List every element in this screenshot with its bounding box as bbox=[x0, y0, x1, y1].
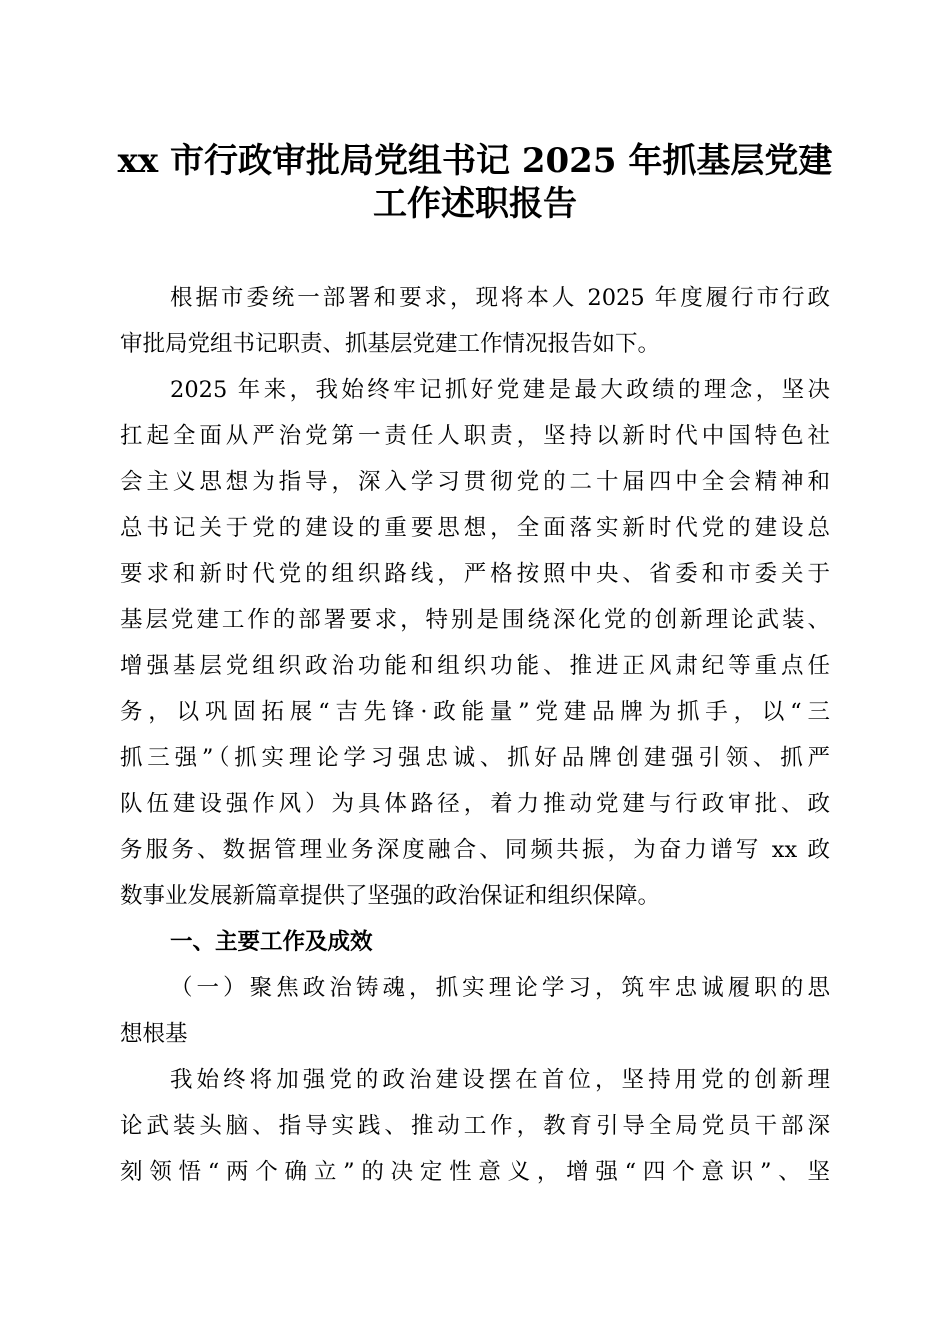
document-body bbox=[120, 275, 830, 1195]
paragraph-line: 刻领悟“两个确立”的决定性意义，增强“四个意识”、坚 bbox=[120, 1159, 830, 1185]
paragraph-line: 要求和新时代党的组织路线，严格按照中央、省委和市委关于 bbox=[120, 561, 830, 587]
paragraph-line: 务，以巩固拓展“吉先锋·政能量”党建品牌为抓手，以“三 bbox=[120, 699, 830, 725]
subsection-heading-1 bbox=[120, 965, 830, 1057]
paragraph-overview bbox=[120, 367, 830, 919]
paragraph-line: 2025 年来，我始终牢记抓好党建是最大政绩的理念，坚决 bbox=[170, 377, 830, 403]
paragraph-line: 会主义思想为指导，深入学习贯彻党的二十届四中全会精神和 bbox=[120, 469, 830, 495]
paragraph-line: 基层党建工作的部署要求，特别是围绕深化党的创新理论武装、 bbox=[120, 607, 830, 633]
paragraph-intro bbox=[120, 275, 830, 367]
paragraph-line: 数事业发展新篇章提供了坚强的政治保证和组织保障。 bbox=[120, 883, 661, 909]
paragraph-line: 增强基层党组织政治功能和组织功能、推进正风肃纪等重点任 bbox=[120, 653, 830, 679]
heading-line: 一、主要工作及成效 bbox=[170, 929, 373, 955]
paragraph-line: 务服务、数据管理业务深度融合、同频共振，为奋力谱写 xx 政 bbox=[120, 837, 830, 863]
paragraph-line: 总书记关于党的建设的重要思想，全面落实新时代党的建设总 bbox=[120, 515, 830, 541]
paragraph-political-building bbox=[120, 1057, 830, 1195]
paragraph-line: 扛起全面从严治党第一责任人职责，坚持以新时代中国特色社 bbox=[120, 423, 830, 449]
paragraph-line: 我始终将加强党的政治建设摆在首位，坚持用党的创新理 bbox=[170, 1067, 830, 1093]
heading-line: （一）聚焦政治铸魂，抓实理论学习，筑牢忠诚履职的思 bbox=[170, 975, 830, 1001]
document-title bbox=[100, 140, 850, 226]
paragraph-line: 队伍建设强作风）为具体路径，着力推动党建与行政审批、政 bbox=[120, 791, 830, 817]
paragraph-line: 根据市委统一部署和要求，现将本人 2025 年度履行市行政 bbox=[170, 285, 830, 311]
heading-line: 想根基 bbox=[120, 1021, 188, 1047]
paragraph-line: 审批局党组书记职责、抓基层党建工作情况报告如下。 bbox=[120, 331, 661, 357]
title-line-1: xx 市行政审批局党组书记 2025 年抓基层党建 bbox=[117, 141, 833, 181]
paragraph-line: 论武装头脑、指导实践、推动工作，教育引导全局党员干部深 bbox=[120, 1113, 830, 1139]
paragraph-line: 抓三强”（抓实理论学习强忠诚、抓好品牌创建强引领、抓严 bbox=[120, 745, 830, 771]
title-line-2: 工作述职报告 bbox=[373, 184, 577, 224]
section-heading-1 bbox=[120, 919, 830, 965]
